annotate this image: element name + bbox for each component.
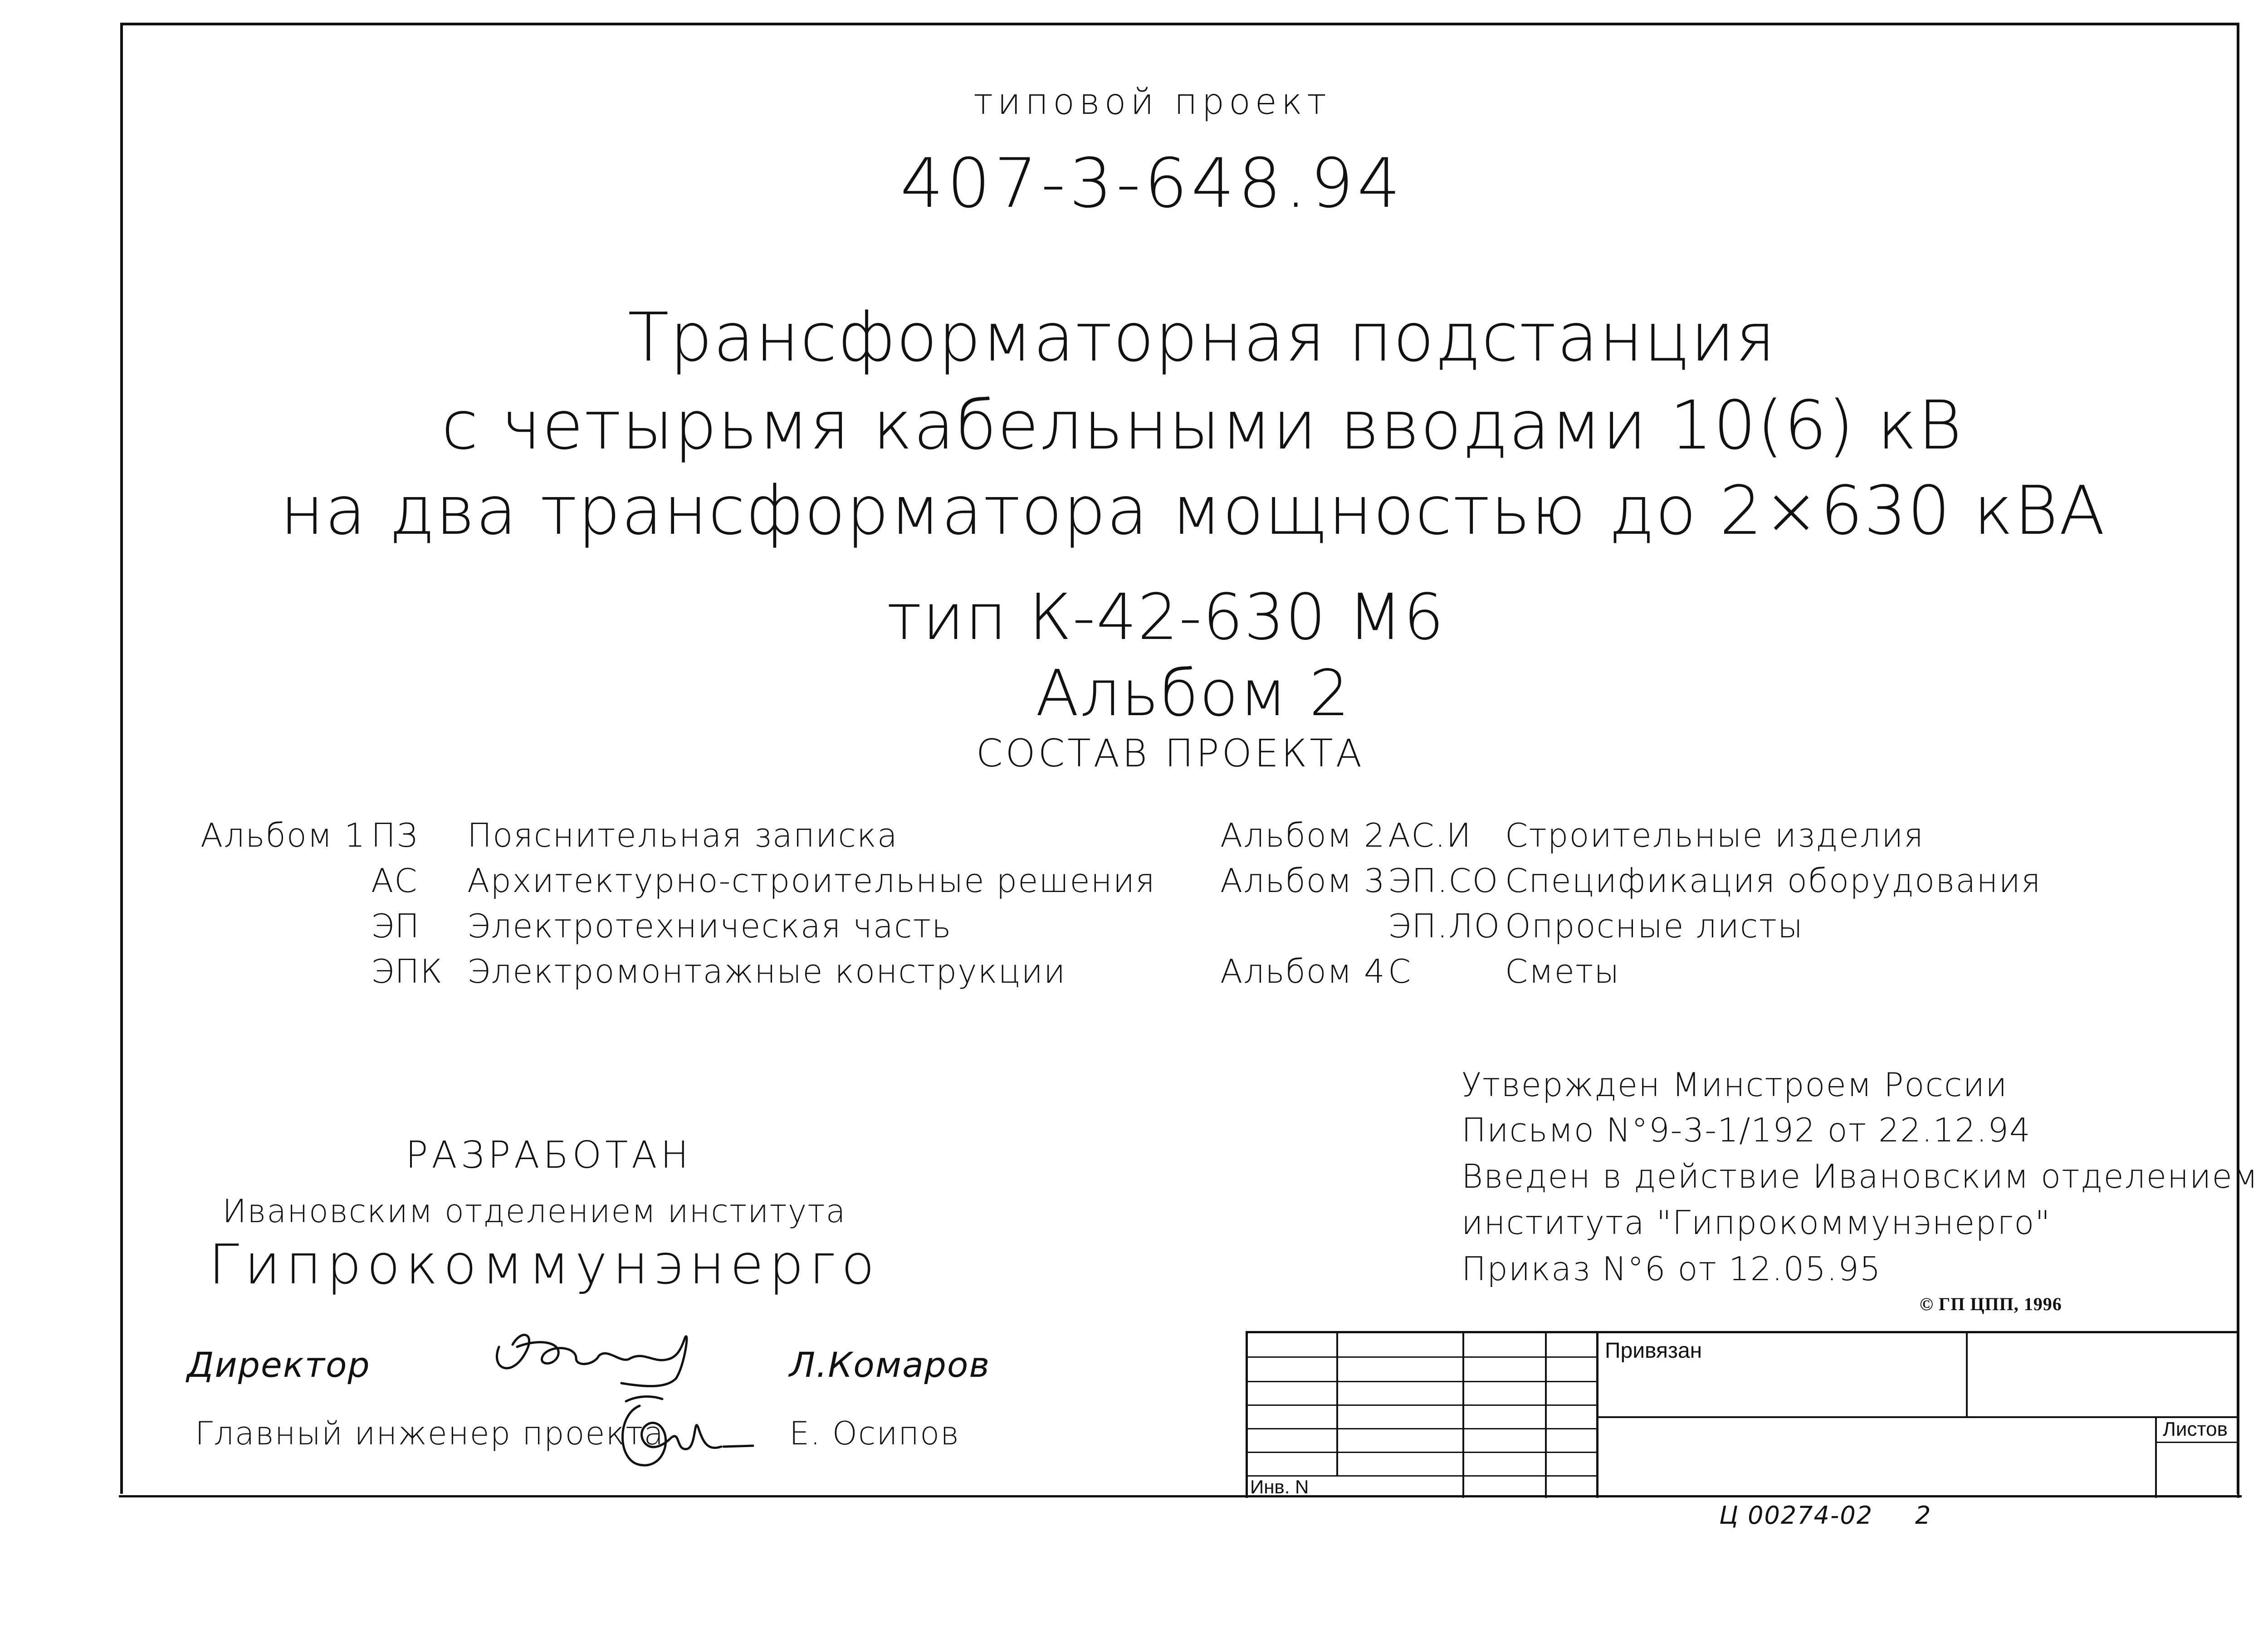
doc-name: Электромонтажные конструкции: [467, 952, 1066, 990]
album-label: Альбом 3: [1220, 862, 1386, 900]
doc-code: ПЗ: [371, 816, 418, 854]
doc-code: С: [1388, 952, 1412, 990]
album-number: Альбом 2: [1035, 657, 1351, 731]
bound-label: Привязан: [1605, 1339, 1702, 1363]
doc-name: Пояснительная записка: [467, 816, 898, 854]
approval-line: Утвержден Минстроем России: [1461, 1066, 2008, 1104]
doc-code: ЭП.СО: [1388, 862, 1499, 900]
approval-line: Введен в действие Ивановским отделением: [1461, 1157, 2259, 1195]
doc-name: Спецификация оборудования: [1505, 862, 2042, 900]
director-name: Л.Комаров: [789, 1345, 991, 1385]
footer-page: 2: [1915, 1501, 1932, 1530]
developer-subtitle: Ивановским отделением института: [222, 1193, 846, 1230]
project-number: 407-3-648.94: [900, 144, 1404, 223]
composition-heading: СОСТАВ ПРОЕКТА: [976, 731, 1365, 775]
chief-engineer-signature: [608, 1388, 758, 1478]
doc-name: Электротехническая часть: [467, 907, 952, 945]
doc-code: ЭП.ЛО: [1388, 907, 1501, 945]
approval-line: Приказ N°6 от 12.05.95: [1461, 1250, 1882, 1288]
doc-name: Строительные изделия: [1505, 816, 1925, 854]
doc-name: Сметы: [1505, 952, 1620, 990]
album-label: Альбом 2: [1220, 816, 1386, 854]
developer-org: Гипрокоммунэнерго: [209, 1233, 880, 1297]
inventory-label: Инв. N: [1250, 1476, 1309, 1497]
project-kind: типовой проект: [973, 82, 1331, 122]
sheets-label: Листов: [2163, 1418, 2228, 1440]
doc-code: ЭПК: [371, 952, 443, 990]
footer-code: Ц 00274-02: [1719, 1501, 1873, 1530]
title-line-1: Трансформаторная подстанция: [628, 298, 1776, 376]
copyright: © ГП ЦПП, 1996: [1920, 1294, 2062, 1314]
title-line-2: с четырьмя кабельными вводами 10(6) кВ: [441, 386, 1963, 464]
director-role: Директор: [187, 1345, 371, 1385]
title-line-3: на два трансформатора мощностью до 2×630 кВА: [280, 472, 2106, 550]
doc-code: ЭП: [371, 907, 420, 945]
doc-name: Опросные листы: [1505, 907, 1804, 945]
project-type: тип К-42-630 М6: [886, 580, 1445, 654]
doc-name: Архитектурно-строительные решения: [467, 862, 1156, 900]
album-label: Альбом 4: [1220, 952, 1386, 990]
approval-line: Письмо N°9-3-1/192 от 22.12.94: [1461, 1111, 2031, 1149]
approval-line: института "Гипрокоммунэнерго": [1461, 1204, 2051, 1242]
title-block-stamp: [1246, 1331, 2239, 1498]
doc-code: АС: [371, 862, 418, 900]
director-signature: [485, 1320, 721, 1397]
developer-heading: РАЗРАБОТАН: [406, 1134, 692, 1177]
chief-engineer-role: Главный инженер проекта: [195, 1415, 665, 1452]
chief-engineer-name: Е. Осипов: [789, 1415, 960, 1452]
doc-code: АС.И: [1388, 816, 1472, 854]
album-label: Альбом 1: [200, 816, 366, 854]
